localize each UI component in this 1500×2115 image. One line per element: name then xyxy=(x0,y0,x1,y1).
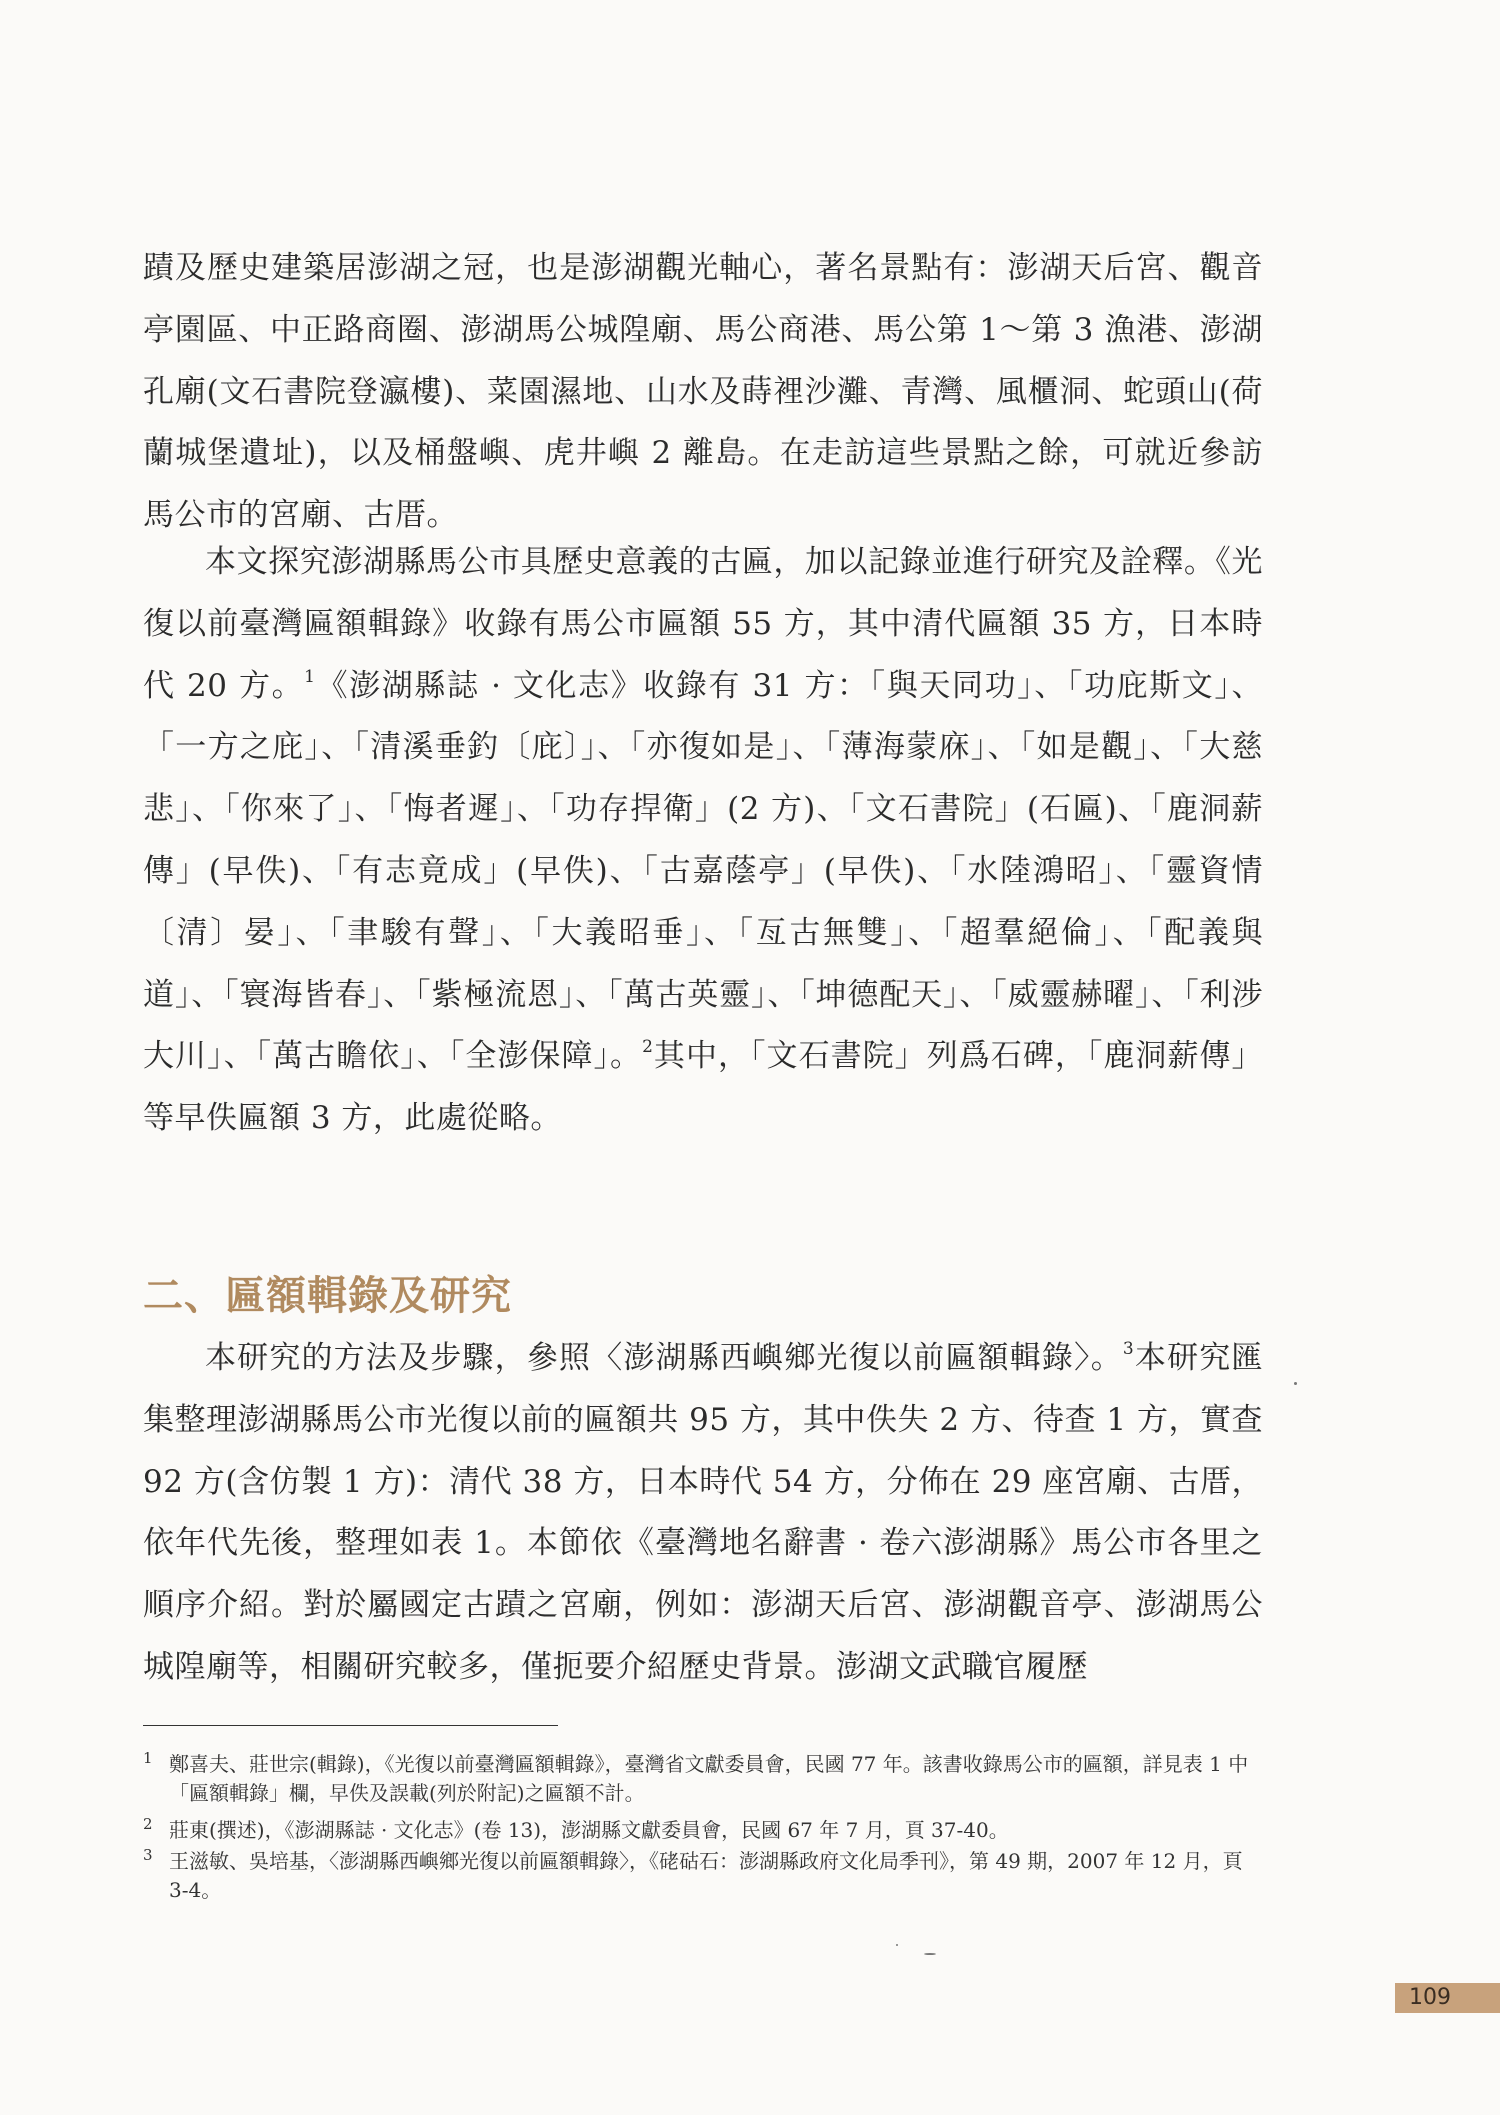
scan-speck xyxy=(896,1944,898,1946)
paragraph-text: 本研究匯集整理澎湖縣馬公市光復以前的匾額共 95 方，其中佚失 2 方、待查 1 方，實查 92 方(含仿製 1 方)：清代 38 方，日本時代 54 方，分佈在 29 座宮廟、古厝，依年代先後，整理如表 1。本節依《臺灣地名辭書 · 卷六澎湖縣》馬公市各里之順序介紹。對於屬國定古蹟之宮廟，例如：澎湖天后宮、澎湖觀音亭、澎湖馬公城隍廟等，相關研究較多，僅扼要介紹歷史背景。澎湖文武職官履歷 xyxy=(143,1340,1263,1685)
footnote-text: 莊東(撰述)，《澎湖縣誌 · 文化志》(卷 13)，澎湖縣文獻委員會，民國 67 年 7 月，頁 37-40。 xyxy=(169,1818,1009,1842)
footnote-number: 2 xyxy=(143,1815,153,1833)
footnote-number: 3 xyxy=(143,1846,153,1864)
page-number-tab: 109 xyxy=(1395,1983,1500,2013)
footnote-2 xyxy=(143,1816,1263,1845)
footnote-divider xyxy=(143,1725,558,1726)
paragraph-text: 本研究的方法及步驟，參照〈澎湖縣西嶼鄉光復以前匾額輯錄〉。 xyxy=(205,1340,1123,1376)
body-paragraph-3 xyxy=(143,1328,1263,1699)
footnote-ref-3[interactable]: 3 xyxy=(1122,1339,1135,1359)
paragraph-text: 蹟及歷史建築居澎湖之冠，也是澎湖觀光軸心，著名景點有：澎湖天后宮、觀音亭園區、中正路商圈、澎湖馬公城隍廟、馬公商港、馬公第 1～第 3 漁港、澎湖孔廟(文石書院登瀛樓)、菜園濕地、山水及蒔裡沙灘、青灣、風櫃洞、蛇頭山(荷蘭城堡遺址)，以及桶盤嶼、虎井嶼 2 離島。在走訪這些景點之餘，可就近參訪馬公市的宮廟、古厝。 xyxy=(143,250,1263,534)
footnote-ref-2[interactable]: 2 xyxy=(642,1037,654,1058)
body-paragraph-1 xyxy=(143,238,1263,547)
scan-speck xyxy=(924,1953,936,1955)
footnote-ref-1[interactable]: 1 xyxy=(304,666,316,687)
footnote-number: 1 xyxy=(143,1749,153,1767)
paragraph-text: 本文探究澎湖縣馬公市具歷史意義的古匾，加以記錄並進行研究及詮釋。《光復以前臺灣匾額輯錄》收錄有馬公市匾額 55 方，其中清代匾額 35 方，日本時代 20 方。 xyxy=(143,544,1263,704)
footnote-1 xyxy=(143,1750,1263,1808)
section-heading: 二、匾額輯錄及研究 xyxy=(143,1273,512,1319)
paragraph-text: 其中，「文石書院」列爲石碑，「鹿洞薪傳」等早佚匾額 3 方，此處從略。 xyxy=(143,1038,1264,1137)
paragraph-text: 《澎湖縣誌 · 文化志》收錄有 31 方：「與天同功」、「功庇斯文」、「一方之庇」、「清溪垂釣〔庇〕」、「亦復如是」、「薄海蒙庥」、「如是觀」、「大慈悲」、「你來了」、「悔者遲」、「功存捍衛」(2 方)、「文石書院」(石匾)、「鹿洞薪傳」(早佚)、「有志竟成」(早佚)、「古嘉蔭亭」(早佚)、「水陸鴻昭」、「靈資情〔清〕晏」、「聿駿有聲」、「大義昭垂」、「亙古無雙」、「超羣絕倫」、「配義與道」、「寰海皆春」、「紫極流恩」、「萬古英靈」、「坤德配天」、「威靈赫曜」、「利涉大川」、「萬古瞻依」、「全澎保障」。 xyxy=(143,667,1263,1075)
scan-speck xyxy=(1294,1382,1297,1385)
footnote-text: 王滋敏、吳培基，〈澎湖縣西嶼鄉光復以前匾額輯錄〉，《硓𥑮石：澎湖縣政府文化局季刊》，第 49 期，2007 年 12 月，頁 3-4。 xyxy=(169,1849,1243,1902)
body-paragraph-2 xyxy=(143,532,1263,1150)
footnote-text: 鄭喜夫、莊世宗(輯錄)，《光復以前臺灣匾額輯錄》，臺灣省文獻委員會，民國 77 年。該書收錄馬公市的匾額，詳見表 1 中「匾額輯錄」欄，早佚及誤載(列於附記)之匾額不計。 xyxy=(169,1752,1249,1805)
footnote-3 xyxy=(143,1847,1263,1905)
